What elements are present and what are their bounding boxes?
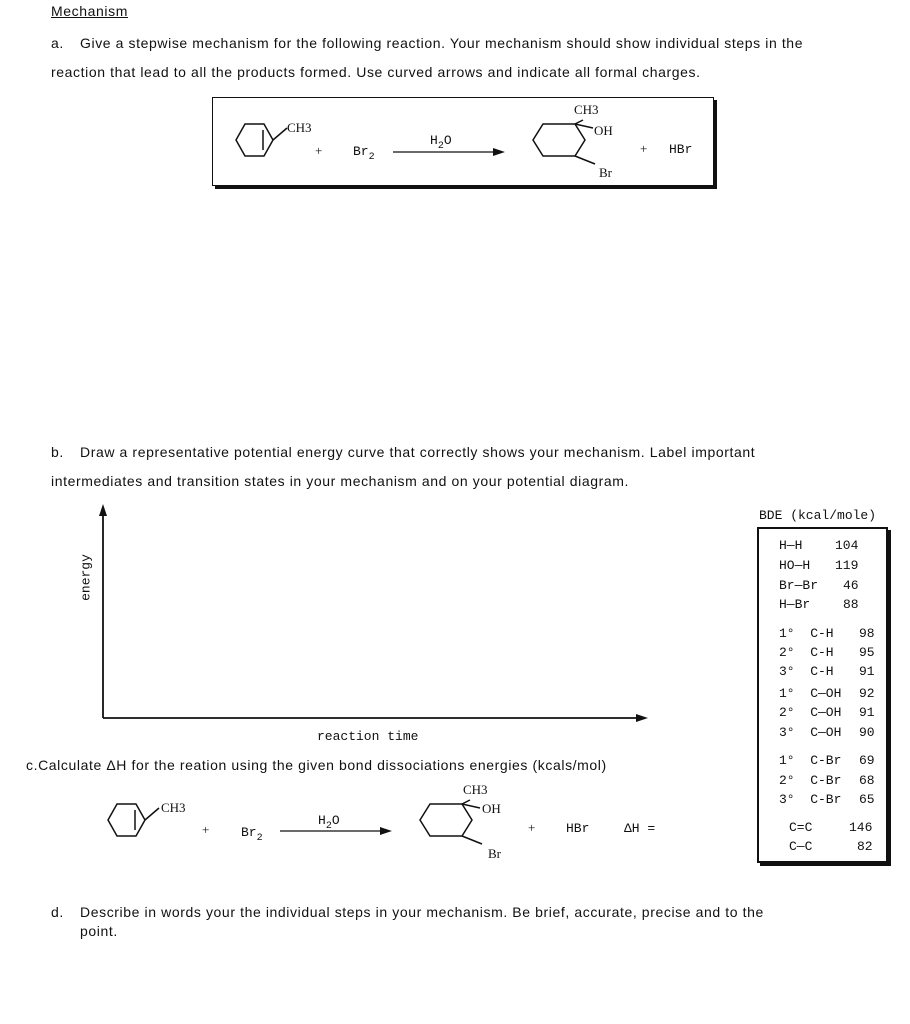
br2-label: $Br_2$ — [353, 144, 375, 163]
energy-diagram-axes — [70, 500, 660, 760]
product-oh-label-c: OH — [482, 801, 501, 816]
reaction-arrow-c — [280, 827, 392, 835]
part-d-question-line2: point. — [80, 923, 118, 939]
product-br-label: Br — [599, 165, 612, 180]
plus-sign-1: + — [315, 143, 323, 158]
bde-bond-label: 3° C-Br — [779, 792, 842, 807]
bde-value: 146 — [849, 820, 873, 835]
plus-sign-c2: + — [528, 820, 536, 835]
bde-bond-label: Br—Br — [779, 578, 819, 593]
bde-bond-label: 1° C—OH — [779, 686, 842, 701]
bde-value: 65 — [859, 792, 875, 807]
bde-value: 69 — [859, 753, 875, 768]
bde-bond-label: 1° C-Br — [779, 753, 842, 768]
reaction-scheme-c — [100, 778, 700, 866]
reactant-ch3-label-c: CH3 — [161, 800, 186, 815]
bde-value: 104 — [835, 538, 859, 553]
part-a-question-line1: Give a stepwise mechanism for the following reaction. Your mechanism should show individual steps in the — [80, 35, 804, 51]
plus-sign-c1: + — [202, 822, 210, 837]
hbr-label: HBr — [669, 142, 693, 157]
bde-value: 82 — [857, 839, 873, 854]
bde-value: 68 — [859, 773, 875, 788]
part-a-label: a. — [51, 35, 64, 51]
part-b-label: b. — [51, 444, 64, 460]
bde-value: 91 — [859, 664, 875, 679]
part-d-question-line1: Describe in words your the individual steps in your mechanism. Be brief, accurate, precise and to the — [80, 904, 764, 920]
part-c-question: c.Calculate ΔH for the reation using the given bond dissociations energies (kcals/mol) — [26, 757, 607, 773]
part-d-label: d. — [51, 904, 64, 920]
bde-value: 88 — [843, 597, 859, 612]
bde-bond-label: HO—H — [779, 558, 811, 573]
section-title: Mechanism — [51, 3, 128, 19]
bde-bond-label: H—H — [779, 538, 803, 553]
bde-value: 98 — [859, 626, 875, 641]
part-b-question-line2: intermediates and transition states in your mechanism and on your potential diagram. — [51, 473, 630, 489]
bde-bond-label: 2° C-H — [779, 645, 834, 660]
bde-bond-label: C—C — [789, 839, 813, 854]
product-bromohydrin-structure-c — [420, 800, 482, 844]
reactant-methylcyclohexene-structure-c — [108, 804, 159, 836]
bde-bond-label: 3° C—OH — [779, 725, 842, 740]
product-bromohydrin-structure — [533, 120, 595, 164]
h2o-reagent-label-c: $H_2O$ — [318, 813, 340, 832]
bde-value: 92 — [859, 686, 875, 701]
bde-bond-label: 3° C-H — [779, 664, 834, 679]
delta-h-label: ΔH = — [624, 821, 656, 836]
bde-bond-label: 2° C-Br — [779, 773, 842, 788]
reaction-arrow — [393, 148, 505, 156]
bde-bond-label: 2° C—OH — [779, 705, 842, 720]
reaction-scheme-box — [212, 97, 714, 186]
plus-sign-2: + — [640, 141, 648, 156]
part-b-question-line1: Draw a representative potential energy curve that correctly shows your mechanism. Label important — [80, 444, 756, 460]
reactant-ch3-label: CH3 — [287, 120, 312, 135]
bde-value: 90 — [859, 725, 875, 740]
product-br-label-c: Br — [488, 846, 501, 861]
bde-value: 95 — [859, 645, 875, 660]
bde-table — [757, 527, 888, 863]
product-oh-label: OH — [594, 123, 613, 138]
reactant-methylcyclohexene-structure — [236, 124, 287, 156]
bde-value: 46 — [843, 578, 859, 593]
x-axis-label: reaction time — [317, 729, 419, 744]
bde-bond-label: C=C — [789, 820, 813, 835]
bde-bond-label: H—Br — [779, 597, 811, 612]
bde-value: 119 — [835, 558, 859, 573]
bde-table-header: BDE (kcal/mole) — [759, 508, 877, 523]
reaction-scheme-a — [213, 98, 713, 185]
product-ch3-label-c: CH3 — [463, 782, 488, 797]
bde-value: 91 — [859, 705, 875, 720]
h2o-reagent-label: $H_2O$ — [430, 133, 452, 152]
product-ch3-label: CH3 — [574, 102, 599, 117]
br2-label-c: $Br_2$ — [241, 825, 263, 844]
hbr-label-c: HBr — [566, 821, 590, 836]
bde-bond-label: 1° C-H — [779, 626, 834, 641]
y-axis-label: energy — [78, 554, 94, 601]
part-a-question-line2: reaction that lead to all the products formed. Use curved arrows and indicate all formal charges. — [51, 64, 701, 80]
